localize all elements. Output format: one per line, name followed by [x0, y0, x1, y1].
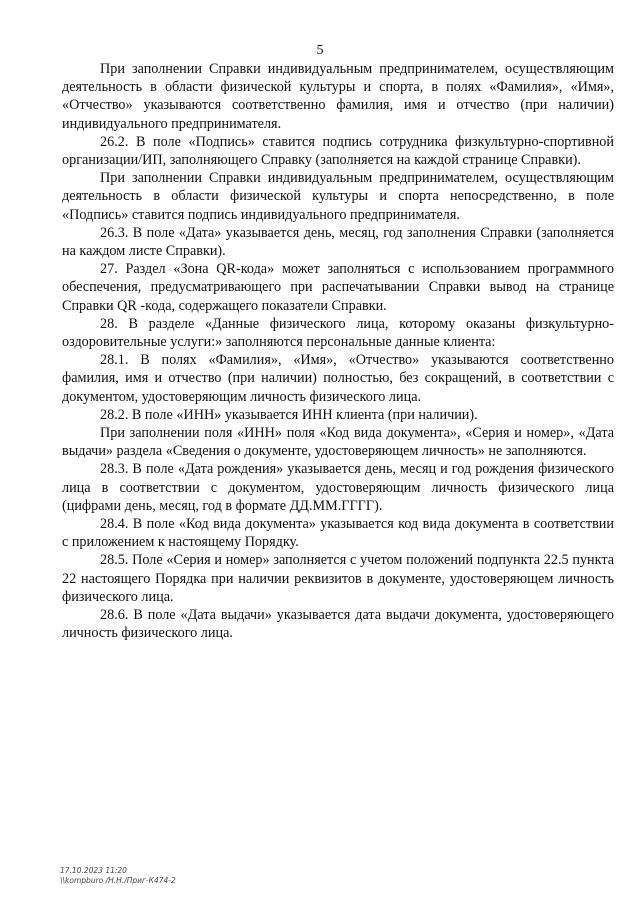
paragraph-28-2: 28.2. В поле «ИНН» указывается ИНН клиента (при наличии).: [100, 406, 478, 423]
paragraph-28-3: 28.3. В поле «Дата рождения» указывается день, месяц и год рождения физического лица в соответствии с документом, удостоверяющим личность физического лица (цифрами день, месяц, год в формате ДД.ММ.ГГГГ).: [62, 461, 614, 514]
paragraph-27: 27. Раздел «Зона QR-кода» может заполняться с использованием программного обеспечения, предусматривающего при распечатывании Справки вывод на странице Справки QR -кода, содержащего показатели Справки.: [62, 261, 614, 314]
paragraph-inn-note: При заполнении поля «ИНН» поля «Код вида документа», «Серия и номер», «Дата выдачи» раздела «Сведения о документе, удостоверяющем личность» не заполняются.: [62, 425, 614, 460]
paragraph-28-6: 28.6. В поле «Дата выдачи» указывается дата выдачи документа, удостоверяющего личность физического лица.: [62, 607, 614, 642]
file-reference: \\kompburo /Н.Н./Приг-К474-2: [60, 876, 176, 885]
print-timestamp: 17.10.2023 11:20: [60, 866, 127, 875]
paragraph-28-4: 28.4. В поле «Код вида документа» указывается код вида документа в соответствии с приложением к настоящему Порядку.: [62, 516, 614, 551]
paragraph-28-1: 28.1. В полях «Фамилия», «Имя», «Отчество» указываются соответственно фамилия, имя и отчество (при наличии) полностью, без сокращений, в соответствии с документом, удостоверяющим личность физического лица.: [62, 352, 614, 405]
page-number: 5: [316, 43, 324, 58]
paragraph-28: 28. В разделе «Данные физического лица, которому оказаны физкультурно-оздоровительные услуги:» заполняются персональные данные клиента:: [62, 315, 614, 351]
document-body: [62, 60, 614, 643]
print-footer: [60, 866, 176, 886]
paragraph-26-2: 26.2. В поле «Подпись» ставится подпись сотрудника физкультурно-спортивной организации/ИП, заполняющего Справку (заполняется на каждой странице Справки).: [62, 133, 614, 169]
paragraph-26-3: 26.3. В поле «Дата» указывается день, месяц, год заполнения Справки (заполняется на каждом листе Справки).: [62, 224, 614, 260]
paragraph-ip-signature: При заполнении Справки индивидуальным предпринимателем, осуществляющим деятельность в области физической культуры и спорта непосредственно, в поле «Подпись» ставится подпись индивидуального предпринимателя.: [62, 170, 614, 223]
paragraph-28-5: 28.5. Поле «Серия и номер» заполняется с учетом положений подпункта 22.5 пункта 22 настоящего Порядка при наличии реквизитов в документе, удостоверяющем личность физического лица.: [62, 552, 614, 605]
paragraph-ip-name-fields: При заполнении Справки индивидуальным предпринимателем, осуществляющим деятельность в области физической культуры и спорта, в полях «Фамилия», «Имя», «Отчество» указываются соответственно фамилия, имя и отчество (при наличии) индивидуального предпринимателя.: [62, 61, 614, 132]
